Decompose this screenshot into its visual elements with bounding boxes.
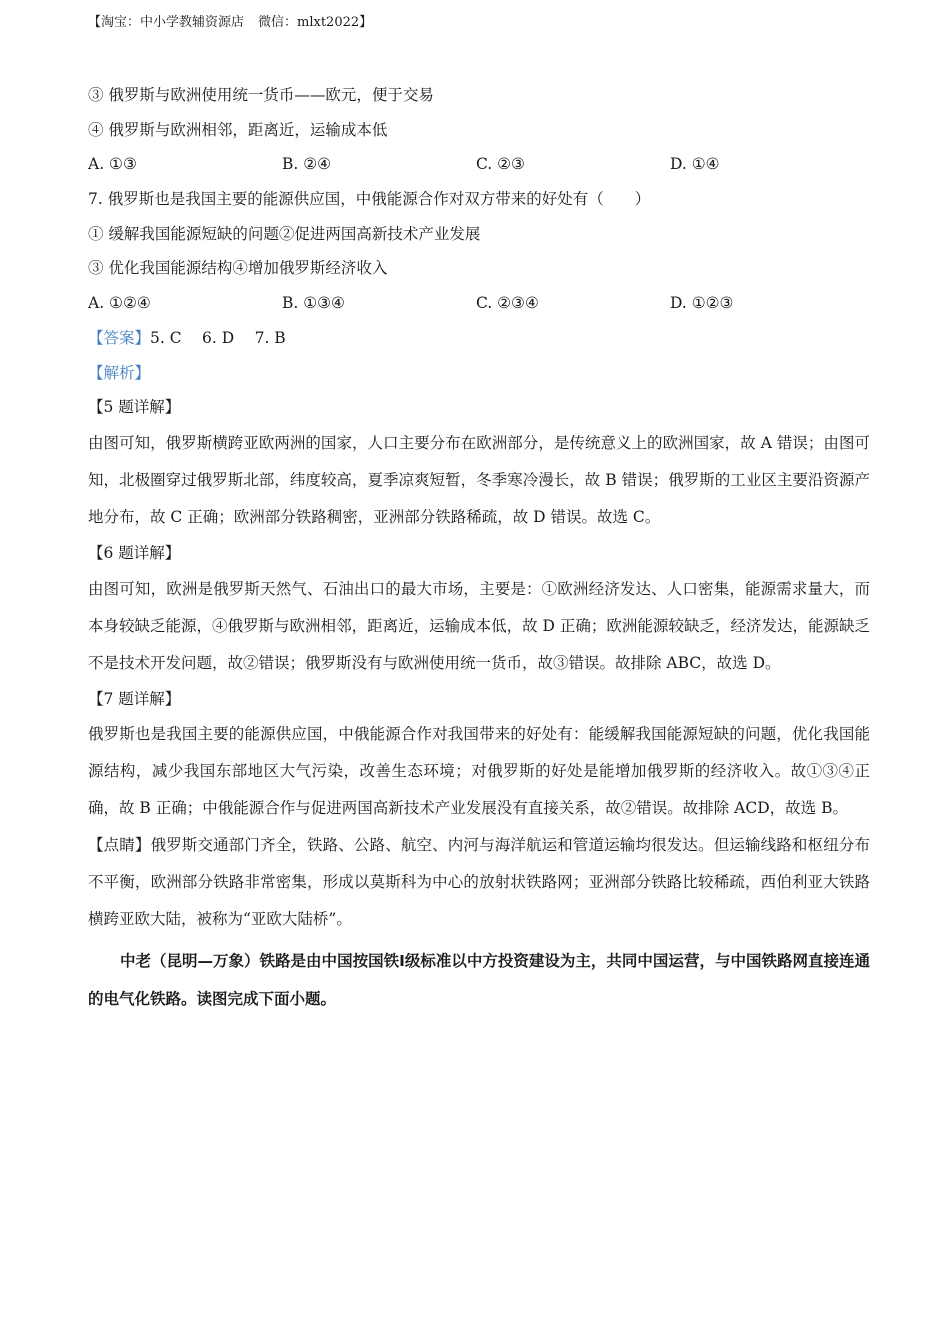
q7-detail-heading: 【7 题详解】 (88, 689, 181, 708)
q5-detail-heading: 【5 题详解】 (88, 398, 181, 417)
q6-option-d: D. ①④ (670, 155, 720, 174)
answer-value: 5. C 6. D 7. B (150, 328, 286, 347)
q7-option-b: B. ①③④ (282, 294, 345, 313)
q7-option-c: C. ②③④ (476, 294, 539, 313)
q6-option-c: C. ②③ (476, 155, 525, 174)
q7-stem: 7. 俄罗斯也是我国主要的能源供应国，中俄能源合作对双方带来的好处有（ ） (88, 190, 651, 209)
answer-label: 【答案】 (88, 328, 151, 347)
q7-items-3-4: ③ 优化我国能源结构④增加俄罗斯经济收入 (88, 259, 388, 278)
q6-item-3: ③ 俄罗斯与欧洲使用统一货币——欧元，便于交易 (88, 86, 434, 104)
q6-option-b: B. ②④ (282, 155, 332, 174)
q7-options (88, 286, 870, 321)
q6-detail-heading: 【6 题详解】 (88, 543, 181, 562)
header-wechat: 微信：mlxt2022】 (258, 15, 373, 30)
tip-text: 【点睛】俄罗斯交通部门齐全，铁路、公路、航空、内河与海洋航运和管道运输均很发达。但运输线路和枢纽分布不平衡，欧洲部分铁路非常密集，形成以莫斯科为中心的放射状铁路网；亚洲部分铁路比较稀疏，西伯利亚大铁路横跨亚欧大陆，被称为“亚欧大陆桥”。 (88, 836, 870, 929)
page-header (88, 14, 372, 32)
q7-option-d: D. ①②③ (670, 294, 734, 313)
document-body (88, 78, 870, 1034)
q6-options (88, 147, 870, 182)
q5-detail-text: 由图可知，俄罗斯横跨亚欧两洲的国家，人口主要分布在欧洲部分，是传统意义上的欧洲国家，故 A 错误；由图可知，北极圈穿过俄罗斯北部，纬度较高，夏季凉爽短暂，冬季寒冷漫长，故 B 错误；俄罗斯的工业区主要沿资源产地分布，故 C 正确；欧洲部分铁路稠密，亚洲部分铁路稀疏，故 D 错误。故选 C。 (88, 433, 870, 526)
q7-detail-text: 俄罗斯也是我国主要的能源供应国，中俄能源合作对我国带来的好处有：能缓解我国能源短缺的问题，优化我国能源结构，减少我国东部地区大气污染，改善生态环境；对俄罗斯的好处是能增加俄罗斯的经济收入。故①③④正确，故 B 正确；中俄能源合作与促进两国高新技术产业发展没有直接关系，故②错误。故排除 ACD，故选 B。 (88, 725, 870, 818)
q7-option-a: A. ①②④ (88, 294, 151, 313)
q7-items-1-2: ① 缓解我国能源短缺的问题②促进两国高新技术产业发展 (88, 224, 481, 243)
header-shop: 【淘宝：中小学教辅资源店 (88, 15, 245, 30)
q6-item-4: ④ 俄罗斯与欧洲相邻，距离近，运输成本低 (88, 120, 388, 139)
q6-detail-text: 由图可知，欧洲是俄罗斯天然气、石油出口的最大市场，主要是：①欧洲经济发达、人口密集，能源需求量大，而本身较缺乏能源，④俄罗斯与欧洲相邻，距离近，运输成本低，故 D 正确；欧洲能源较缺乏，经济发达，能源缺乏不是技术开发问题，故②错误；俄罗斯没有与欧洲使用统一货币，故③错误。故排除 ABC，故选 D。 (88, 579, 870, 672)
answer-line (88, 321, 870, 356)
q6-option-a: A. ①③ (88, 155, 137, 174)
analysis-label: 【解析】 (88, 363, 151, 382)
next-question-intro: 中老（昆明—万象）铁路是由中国按国铁Ⅰ级标准以中方投资建设为主，共同中国运营，与中国铁路网直接连通的电气化铁路。读图完成下面小题。 (88, 952, 870, 1009)
